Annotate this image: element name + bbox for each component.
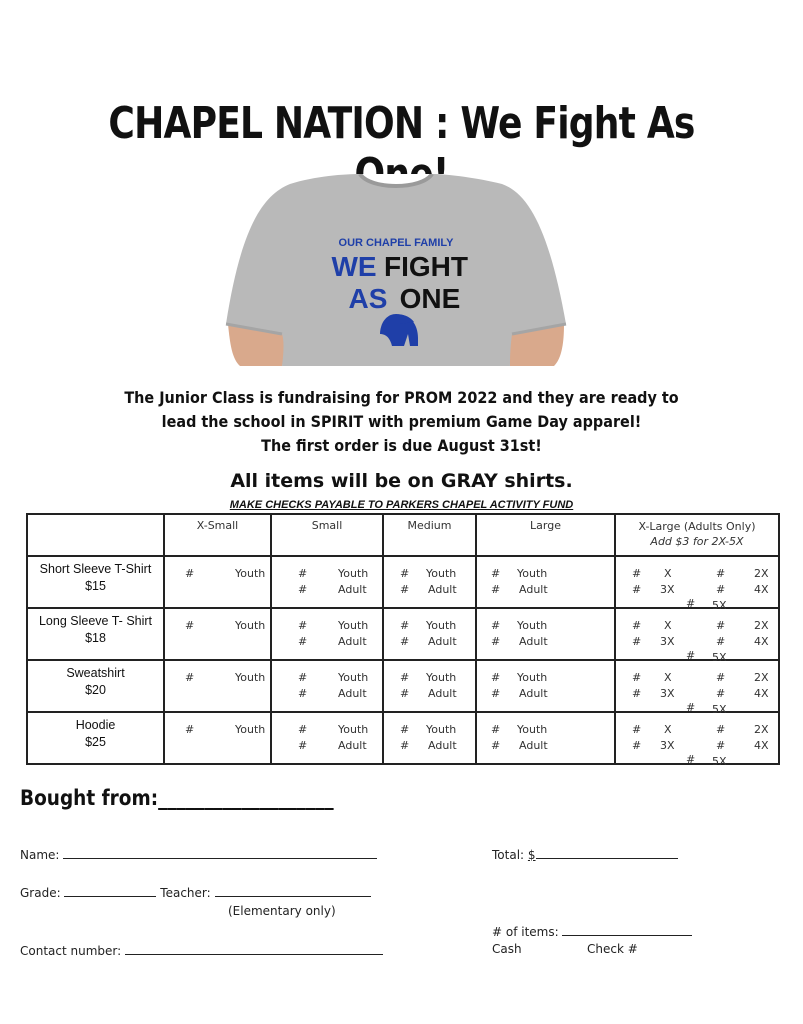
size-label-adult: Adult bbox=[428, 687, 457, 700]
size-label-hash: # bbox=[632, 567, 642, 580]
size-label-x3: 3X bbox=[660, 635, 675, 648]
page-title: CHAPEL NATION : We Fight As bbox=[108, 98, 695, 149]
size-label-hash: # bbox=[491, 635, 501, 648]
product-price: $20 bbox=[85, 683, 106, 697]
shirt-text-fight: FIGHT bbox=[384, 251, 468, 282]
table-header-row bbox=[27, 514, 779, 556]
size-label-adult: Adult bbox=[428, 635, 457, 648]
qty-cell-large[interactable] bbox=[476, 712, 615, 764]
size-label-hash: # bbox=[185, 619, 195, 632]
size-label-x2: 2X bbox=[754, 567, 769, 580]
qty-cell-large[interactable] bbox=[476, 660, 615, 712]
size-label-x4: 4X bbox=[754, 739, 769, 752]
total-field[interactable] bbox=[492, 846, 678, 862]
size-label-hash: # bbox=[716, 583, 726, 596]
product-price: $15 bbox=[85, 579, 106, 593]
shirt-text-one: ONE bbox=[399, 283, 461, 314]
contact-field[interactable] bbox=[20, 942, 383, 958]
table-row bbox=[27, 608, 779, 660]
size-label-x5: 5X bbox=[712, 703, 727, 716]
size-label-x: X bbox=[664, 723, 672, 736]
teacher-label: Teacher: bbox=[160, 886, 211, 900]
size-label-youth: Youth bbox=[426, 567, 457, 580]
contact-blank[interactable] bbox=[125, 942, 383, 955]
elementary-note: (Elementary only) bbox=[228, 904, 336, 918]
shirt-text-as: AS bbox=[348, 283, 388, 314]
size-label-x2: 2X bbox=[754, 723, 769, 736]
size-label-adult: Adult bbox=[428, 739, 457, 752]
size-label-hash: # bbox=[491, 619, 501, 632]
items-blank[interactable] bbox=[562, 923, 692, 936]
size-label-hash: # bbox=[298, 687, 308, 700]
size-label-x5: 5X bbox=[712, 599, 727, 612]
size-label-x5: 5X bbox=[712, 651, 727, 664]
size-label-hash: # bbox=[716, 619, 726, 632]
size-label-hash: # bbox=[716, 635, 726, 648]
size-label-x: X bbox=[664, 619, 672, 632]
size-label-adult: Adult bbox=[338, 687, 367, 700]
total-prefix: $ bbox=[527, 848, 536, 862]
header-xsmall: X-Small bbox=[164, 514, 271, 556]
items-field[interactable] bbox=[492, 923, 692, 939]
size-label-hash: # bbox=[400, 723, 410, 736]
grade-label: Grade: bbox=[20, 886, 61, 900]
qty-cell-xlarge[interactable] bbox=[615, 556, 779, 612]
grade-blank[interactable] bbox=[64, 884, 156, 897]
order-table bbox=[26, 513, 780, 768]
size-label-adult: Adult bbox=[519, 583, 548, 596]
size-label-hash: # bbox=[298, 619, 308, 632]
size-label-hash: # bbox=[298, 739, 308, 752]
qty-cell-small[interactable] bbox=[271, 608, 383, 660]
product-name: Sweatshirt bbox=[66, 666, 125, 680]
size-label-hash: # bbox=[686, 701, 696, 714]
header-xlarge-note: Add $3 for 2X-5X bbox=[650, 535, 744, 548]
size-label-adult: Adult bbox=[338, 635, 367, 648]
size-label-hash: # bbox=[298, 723, 308, 736]
size-label-hash: # bbox=[400, 583, 410, 596]
size-label-hash: # bbox=[298, 671, 308, 684]
size-label-adult: Adult bbox=[428, 583, 457, 596]
size-label-hash: # bbox=[298, 635, 308, 648]
size-label-hash: # bbox=[632, 739, 642, 752]
intro-line-1: The Junior Class is fundraising for PROM 2022 and they are ready to bbox=[124, 388, 679, 407]
product-cell bbox=[27, 608, 164, 660]
total-blank[interactable] bbox=[536, 846, 678, 859]
size-label-youth: Youth bbox=[426, 619, 457, 632]
size-label-hash: # bbox=[632, 687, 642, 700]
size-label-youth: Youth bbox=[426, 671, 457, 684]
size-label-youth: Youth bbox=[338, 671, 369, 684]
product-price: $18 bbox=[85, 631, 106, 645]
size-label-adult: Adult bbox=[338, 739, 367, 752]
size-label-youth: Youth bbox=[338, 567, 369, 580]
size-label-adult: Adult bbox=[338, 583, 367, 596]
size-label-youth: Youth bbox=[426, 723, 457, 736]
size-label-hash: # bbox=[632, 723, 642, 736]
qty-cell-xlarge[interactable] bbox=[615, 608, 779, 664]
qty-cell-xlarge[interactable] bbox=[615, 660, 779, 716]
size-label-x2: 2X bbox=[754, 619, 769, 632]
shirt-text-we: WE bbox=[331, 251, 377, 282]
product-name: Short Sleeve T-Shirt bbox=[39, 562, 152, 576]
contact-label: Contact number: bbox=[20, 944, 122, 958]
size-label-hash: # bbox=[716, 739, 726, 752]
size-label-hash: # bbox=[632, 635, 642, 648]
size-label-youth: Youth bbox=[517, 567, 548, 580]
size-label-hash: # bbox=[716, 723, 726, 736]
size-label-youth: Youth bbox=[235, 619, 266, 632]
gray-shirts-note: All items will be on GRAY shirts. bbox=[230, 470, 573, 492]
size-label-hash: # bbox=[185, 567, 195, 580]
teacher-blank[interactable] bbox=[215, 884, 371, 897]
size-label-hash: # bbox=[400, 619, 410, 632]
size-label-hash: # bbox=[400, 671, 410, 684]
size-label-youth: Youth bbox=[235, 671, 266, 684]
qty-cell-xsmall[interactable] bbox=[164, 608, 271, 660]
size-label-x2: 2X bbox=[754, 671, 769, 684]
size-label-hash: # bbox=[632, 619, 642, 632]
size-label-hash: # bbox=[400, 635, 410, 648]
header-product bbox=[27, 514, 164, 556]
size-label-x4: 4X bbox=[754, 635, 769, 648]
qty-cell-xlarge[interactable] bbox=[615, 712, 779, 768]
name-field[interactable] bbox=[20, 846, 377, 862]
qty-cell-xsmall[interactable] bbox=[164, 660, 271, 712]
size-label-hash: # bbox=[491, 671, 501, 684]
size-label-x3: 3X bbox=[660, 739, 675, 752]
size-label-hash: # bbox=[686, 597, 696, 610]
size-label-x: X bbox=[664, 567, 672, 580]
intro-text bbox=[60, 386, 743, 458]
size-label-hash: # bbox=[632, 671, 642, 684]
product-name: Hoodie bbox=[75, 718, 116, 732]
qty-cell-medium[interactable] bbox=[383, 556, 476, 608]
size-label-hash: # bbox=[716, 567, 726, 580]
size-label-hash: # bbox=[400, 687, 410, 700]
grade-field[interactable] bbox=[20, 884, 371, 900]
size-label-adult: Adult bbox=[519, 739, 548, 752]
size-label-adult: Adult bbox=[519, 687, 548, 700]
items-label: # of items: bbox=[492, 925, 559, 939]
size-label-hash: # bbox=[686, 753, 696, 766]
qty-cell-xsmall[interactable] bbox=[164, 556, 271, 608]
size-label-adult: Adult bbox=[519, 635, 548, 648]
header-medium: Medium bbox=[383, 514, 476, 556]
intro-line-3: The first order is due August 31st! bbox=[261, 436, 542, 455]
cash-option[interactable]: Cash bbox=[492, 942, 522, 956]
bought-from-field[interactable]: Bought from:___________________ bbox=[20, 786, 334, 810]
checks-payable-note: MAKE CHECKS PAYABLE TO PARKERS CHAPEL ACTIVITY FUND bbox=[229, 499, 574, 511]
size-label-hash: # bbox=[298, 567, 308, 580]
size-label-hash: # bbox=[185, 723, 195, 736]
total-label: Total: bbox=[492, 848, 525, 862]
product-name: Long Sleeve T- Shirt bbox=[38, 614, 153, 628]
size-label-youth: Youth bbox=[517, 619, 548, 632]
product-cell bbox=[27, 712, 164, 764]
size-label-hash: # bbox=[491, 687, 501, 700]
size-label-youth: Youth bbox=[338, 723, 369, 736]
size-label-x: X bbox=[664, 671, 672, 684]
size-label-hash: # bbox=[632, 583, 642, 596]
size-label-youth: Youth bbox=[517, 671, 548, 684]
size-label-hash: # bbox=[185, 671, 195, 684]
size-label-youth: Youth bbox=[517, 723, 548, 736]
header-xlarge-label: X-Large (Adults Only) bbox=[638, 520, 756, 533]
size-label-x4: 4X bbox=[754, 687, 769, 700]
size-label-youth: Youth bbox=[235, 567, 266, 580]
size-label-hash: # bbox=[686, 649, 696, 662]
size-label-hash: # bbox=[400, 739, 410, 752]
header-small: Small bbox=[271, 514, 383, 556]
header-large: Large bbox=[476, 514, 615, 556]
tshirt-image bbox=[220, 174, 572, 366]
shirt-text-family: OUR CHAPEL FAMILY bbox=[338, 237, 454, 249]
size-label-hash: # bbox=[491, 567, 501, 580]
qty-cell-small[interactable] bbox=[271, 712, 383, 764]
tshirt-graphic bbox=[220, 174, 572, 366]
qty-cell-medium[interactable] bbox=[383, 712, 476, 764]
size-label-youth: Youth bbox=[338, 619, 369, 632]
table-row bbox=[27, 556, 779, 608]
qty-cell-small[interactable] bbox=[271, 556, 383, 608]
qty-cell-xsmall[interactable] bbox=[164, 712, 271, 764]
size-label-x3: 3X bbox=[660, 687, 675, 700]
qty-cell-large[interactable] bbox=[476, 556, 615, 608]
qty-cell-medium[interactable] bbox=[383, 660, 476, 712]
qty-cell-large[interactable] bbox=[476, 608, 615, 660]
product-price: $25 bbox=[85, 735, 106, 749]
product-cell bbox=[27, 660, 164, 712]
qty-cell-medium[interactable] bbox=[383, 608, 476, 660]
size-label-hash: # bbox=[491, 723, 501, 736]
table-row bbox=[27, 660, 779, 712]
size-label-hash: # bbox=[716, 671, 726, 684]
name-label: Name: bbox=[20, 848, 60, 862]
check-option[interactable]: Check # bbox=[587, 942, 638, 956]
product-cell bbox=[27, 556, 164, 608]
intro-line-2: lead the school in SPIRIT with premium Game Day apparel! bbox=[161, 412, 642, 431]
table-row bbox=[27, 712, 779, 764]
size-label-hash: # bbox=[298, 583, 308, 596]
size-label-hash: # bbox=[400, 567, 410, 580]
size-label-hash: # bbox=[491, 739, 501, 752]
size-label-x5: 5X bbox=[712, 755, 727, 768]
size-label-x4: 4X bbox=[754, 583, 769, 596]
size-label-hash: # bbox=[716, 687, 726, 700]
size-label-x3: 3X bbox=[660, 583, 675, 596]
name-blank[interactable] bbox=[63, 846, 377, 859]
size-label-hash: # bbox=[491, 583, 501, 596]
header-xlarge bbox=[615, 514, 779, 556]
size-label-youth: Youth bbox=[235, 723, 266, 736]
qty-cell-small[interactable] bbox=[271, 660, 383, 712]
